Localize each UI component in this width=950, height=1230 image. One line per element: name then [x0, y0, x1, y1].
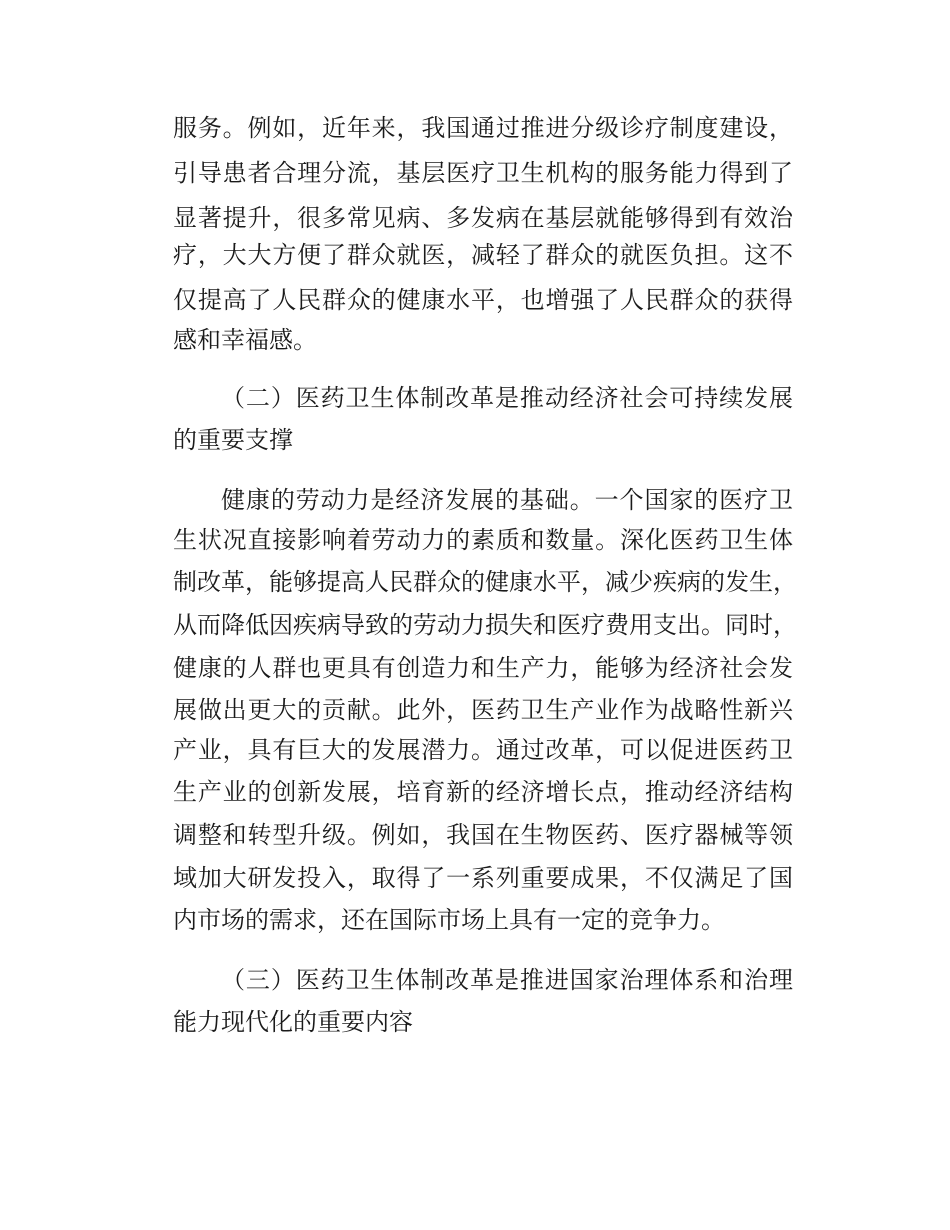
paragraph-line: 显著提升，很多常见病、多发病在基层就能够得到有效治	[173, 204, 793, 232]
section-heading-line: （二）医药卫生体制改革是推动经济社会可持续发展	[221, 384, 793, 412]
paragraph-line: 仅提高了人民群众的健康水平，也增强了人民群众的获得	[173, 286, 793, 314]
paragraph-line: 制改革，能够提高人民群众的健康水平，减少疾病的发生，	[173, 568, 797, 596]
paragraph-line: 从而降低因疾病导致的劳动力损失和医疗费用支出。同时，	[173, 611, 797, 639]
section-heading-line: 的重要支撑	[173, 426, 293, 454]
paragraph-line: 引导患者合理分流，基层医疗卫生机构的服务能力得到了	[173, 159, 793, 187]
section-heading-line: （三）医药卫生体制改革是推进国家治理体系和治理	[221, 966, 793, 994]
paragraph-line: 疗，大大方便了群众就医，减轻了群众的就医负担。这不	[173, 241, 793, 269]
paragraph-line: 展做出更大的贡献。此外，医药卫生产业作为战略性新兴	[173, 696, 793, 724]
paragraph-line: 内市场的需求，还在国际市场上具有一定的竞争力。	[173, 906, 725, 934]
section-heading-line: 能力现代化的重要内容	[173, 1008, 413, 1036]
paragraph-line: 服务。例如，近年来，我国通过推进分级诊疗制度建设，	[173, 114, 793, 142]
paragraph-line: 产业，具有巨大的发展潜力。通过改革，可以促进医药卫	[173, 736, 793, 764]
paragraph-line: 生产业的创新发展，培育新的经济增长点，推动经济结构	[173, 778, 793, 806]
paragraph-line: 感和幸福感。	[173, 326, 317, 354]
paragraph-line: 健康的人群也更具有创造力和生产力，能够为经济社会发	[173, 654, 793, 682]
paragraph-line: 健康的劳动力是经济发展的基础。一个国家的医疗卫	[221, 486, 793, 514]
paragraph-line: 域加大研发投入，取得了一系列重要成果，不仅满足了国	[173, 864, 793, 892]
paragraph-line: 生状况直接影响着劳动力的素质和数量。深化医药卫生体	[173, 526, 793, 554]
paragraph-line: 调整和转型升级。例如，我国在生物医药、医疗器械等领	[173, 821, 793, 849]
